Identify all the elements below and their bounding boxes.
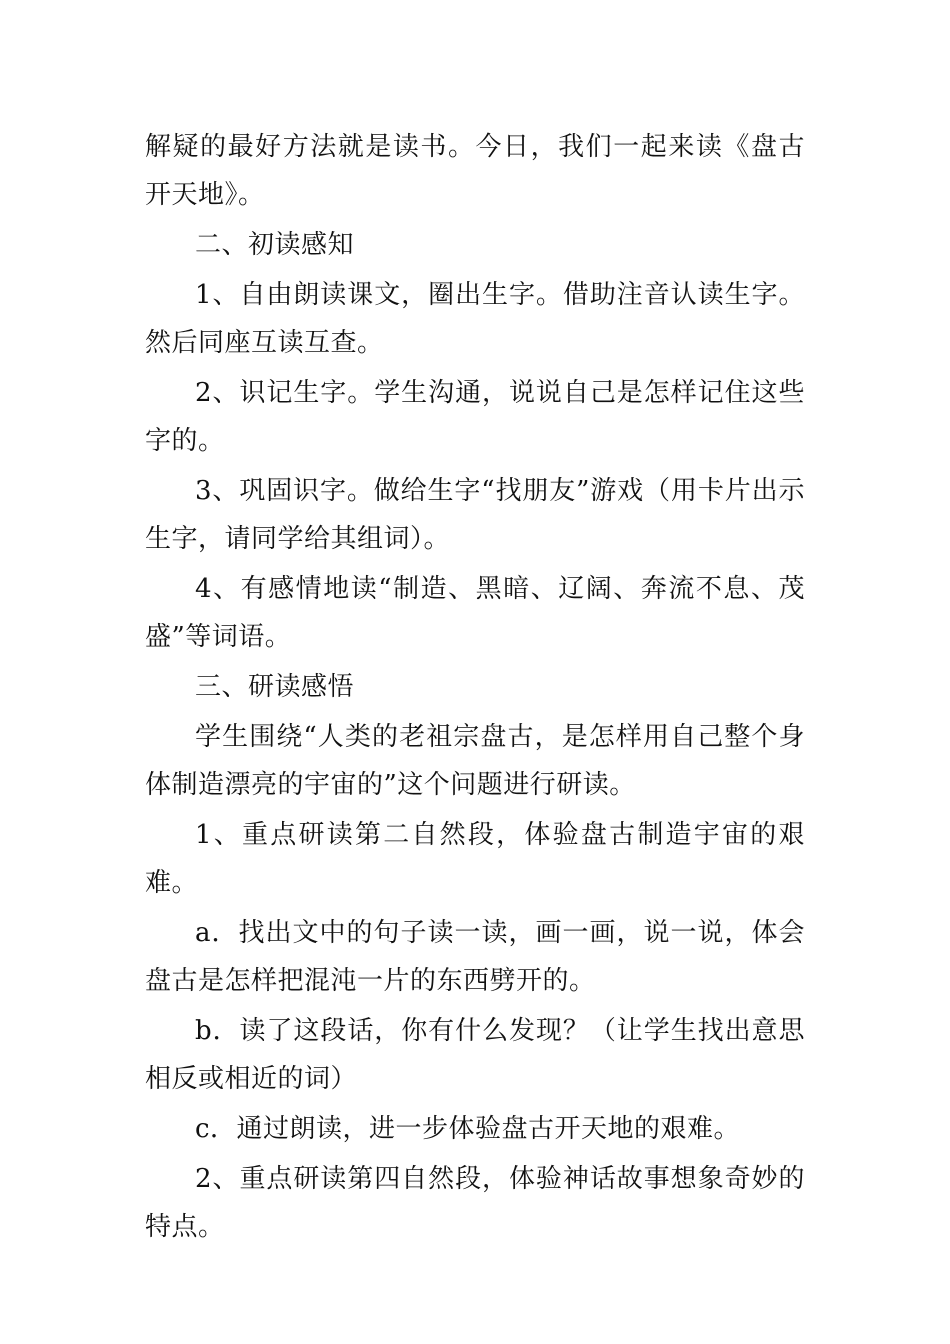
section-heading: 三、研读感悟	[195, 672, 355, 702]
paragraph: a．找出文中的句子读一读，画一画，说一说，体会盘古是怎样把混沌一片的东西劈开的。	[145, 918, 805, 996]
document-page	[145, 123, 805, 1253]
paragraph: 2、重点研读第四自然段，体验神话故事想象奇妙的特点。	[145, 1164, 805, 1242]
paragraph: 3、巩固识字。做给生字“找朋友”游戏（用卡片出示生字，请同学给其组词）。	[145, 476, 805, 554]
section-heading: 二、初读感知	[195, 230, 355, 260]
paragraph: b．读了这段话，你有什么发现？（让学生找出意思相反或相近的词）	[145, 1016, 805, 1094]
paragraph: 1、重点研读第二自然段，体验盘古制造宇宙的艰难。	[145, 820, 805, 898]
paragraph: 学生围绕“人类的老祖宗盘古，是怎样用自己整个身体制造漂亮的宇宙的”这个问题进行研读。	[145, 722, 805, 800]
paragraph: 2、识记生字。学生沟通，说说自己是怎样记住这些字的。	[145, 378, 805, 456]
paragraph: 1、自由朗读课文，圈出生字。借助注音认读生字。然后同座互读互查。	[145, 280, 805, 358]
paragraph: 解疑的最好方法就是读书。今日，我们一起来读《盘古开天地》。	[145, 132, 805, 210]
paragraph: c．通过朗读，进一步体验盘古开天地的艰难。	[195, 1114, 741, 1144]
paragraph: 4、有感情地读“制造、黑暗、辽阔、奔流不息、茂盛”等词语。	[145, 574, 805, 652]
